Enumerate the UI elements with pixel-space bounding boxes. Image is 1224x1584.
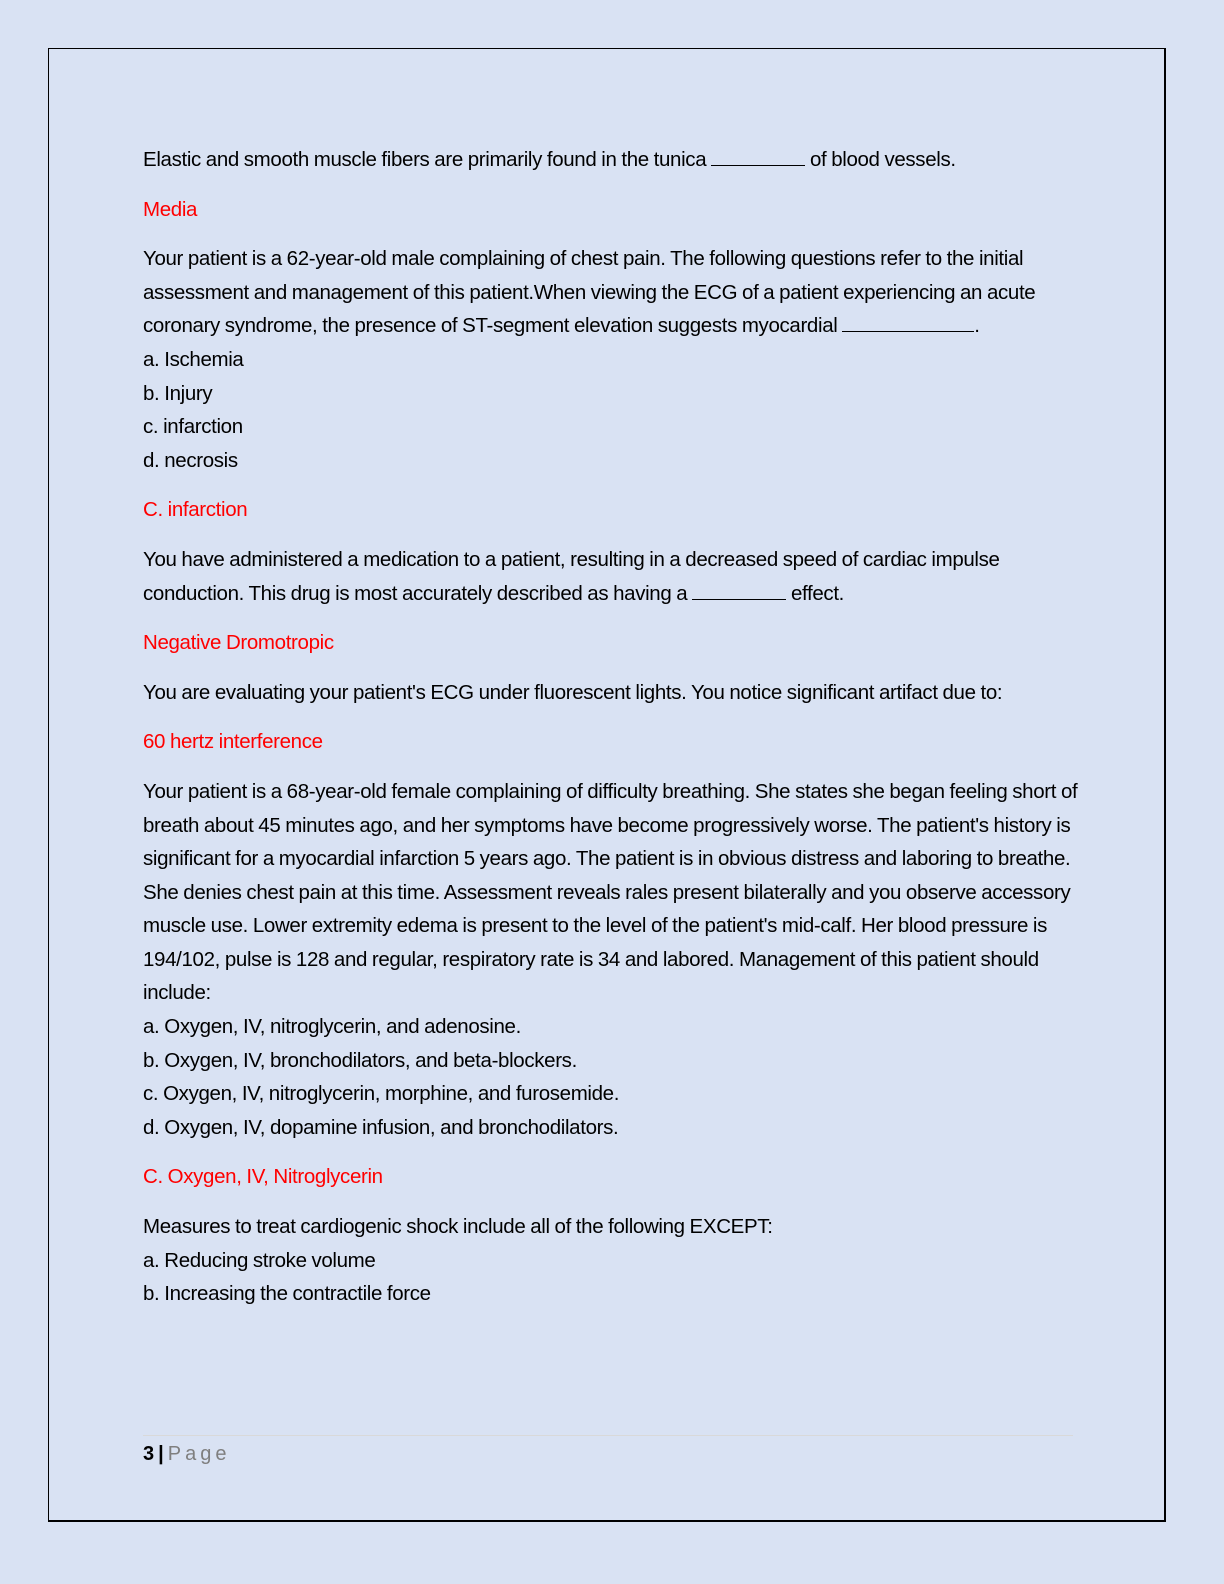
- question-text: You have administered a medication to a patient, resulting in a decreased speed of cardiac impulse conduction. This drug is most accurately described as having a effect.: [143, 547, 1000, 605]
- answer-text: 60 hertz interference: [143, 730, 323, 754]
- page-number: 3: [143, 1443, 155, 1465]
- question-block: [143, 676, 1083, 759]
- footer-separator: |: [158, 1443, 164, 1465]
- question-block: [143, 543, 1083, 660]
- option-item: b. Injury: [143, 381, 213, 405]
- page-footer: [143, 1440, 230, 1468]
- answer-text: Negative Dromotropic: [143, 631, 334, 655]
- question-block: [143, 775, 1083, 1194]
- answer-blank: [842, 309, 974, 332]
- question-text: Your patient is a 62-year-old male complaining of chest pain. The following questions refer to the initial assessment and management of this patient.When viewing the ECG of a patient experiencing an acute coronary syndrome, the presence of ST-segment elevation suggests myocardial .: [143, 247, 1036, 338]
- footer-divider: [143, 1435, 1073, 1436]
- question-text: Elastic and smooth muscle fibers are primarily found in the tunica of blood vessels.: [143, 143, 1083, 177]
- question-text: Measures to treat cardiogenic shock include all of the following EXCEPT:: [143, 1215, 773, 1239]
- option-item: b. Increasing the contractile force: [143, 1282, 431, 1306]
- option-item: a. Ischemia: [143, 347, 244, 371]
- option-item: d. necrosis: [143, 448, 238, 472]
- option-item: c. Oxygen, IV, nitroglycerin, morphine, and furosemide.: [143, 1082, 620, 1106]
- option-item: a. Oxygen, IV, nitroglycerin, and adenosine.: [143, 1015, 521, 1039]
- page-label: Page: [167, 1443, 231, 1465]
- answer-blank: [692, 577, 786, 600]
- question-block: [143, 143, 1083, 226]
- answer-blank: [711, 143, 805, 166]
- question-block: [143, 1210, 1083, 1311]
- option-item: d. Oxygen, IV, dopamine infusion, and bronchodilators.: [143, 1115, 619, 1139]
- answer-text: C. infarction: [143, 498, 248, 522]
- answer-text: C. Oxygen, IV, Nitroglycerin: [143, 1165, 383, 1189]
- question-text: You are evaluating your patient's ECG under fluorescent lights. You notice significant artifact due to:: [143, 680, 1003, 704]
- answer-text: Media: [143, 197, 198, 221]
- question-text: Your patient is a 68-year-old female complaining of difficulty breathing. She states she began feeling short of breath about 45 minutes ago, and her symptoms have become progressively worse. The patient's history is significant for a myocardial infarction 5 years ago. The patient is in obvious distress and laboring to breathe. She denies chest pain at this time. Assessment reveals rales present bilaterally and you observe accessory muscle use. Lower extremity edema is present to the level of the patient's mid-calf. Her blood pressure is 194/102, pulse is 128 and regular, respiratory rate is 34 and labored. Management of this patient should include:: [143, 779, 1078, 1005]
- option-item: a. Reducing stroke volume: [143, 1248, 376, 1272]
- option-item: c. infarction: [143, 415, 243, 439]
- option-item: b. Oxygen, IV, bronchodilators, and beta-blockers.: [143, 1048, 577, 1072]
- question-block: [143, 242, 1083, 527]
- page-content: [143, 143, 1083, 1311]
